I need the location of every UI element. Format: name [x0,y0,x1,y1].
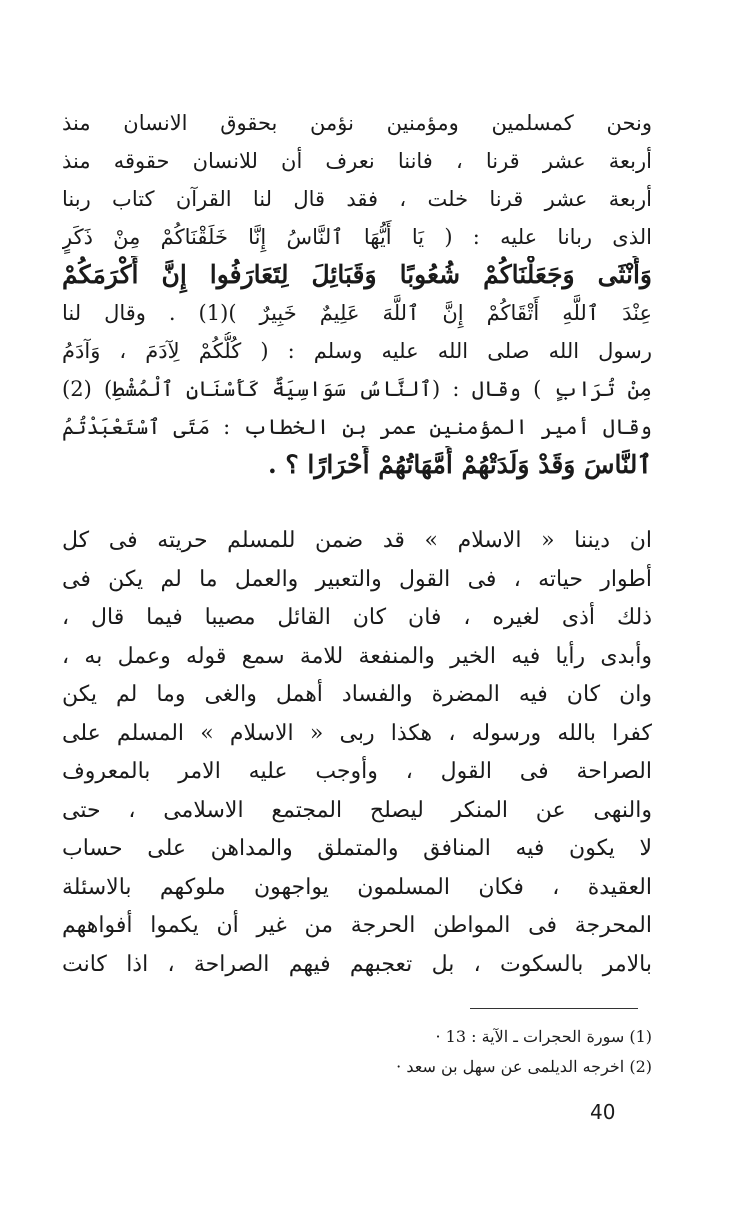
footnote-1: (1) سورة الحجرات ـ الآية : 13 · [435,1027,652,1046]
footnote-2: (2) اخرجه الديلمى عن سهل بن سعد · [396,1057,652,1076]
text-line: المحرجة فى المواطن الحرجة من غير أن يكموا أفواههم [62,913,652,938]
quran-verse-line: وَأُنْثَى وَجَعَلْنَاكُمْ شُعُوبًا وَقَبَائِلَ لِتَعَارَفُوا إِنَّ أَكْرَمَكُمْ [62,260,652,289]
text-line: الصراحة فى القول ، وأوجب عليه الامر بالمعروف [62,759,652,784]
paragraph-1 [62,104,652,484]
page-number: 40 [590,1100,616,1124]
paragraph-2 [62,522,652,984]
text-line: أربعة عشر قرنا ، فاننا نعرف أن للانسان حقوقه منذ [62,149,652,173]
text-line: وأبدى رأيا فيه الخير والمنفعة للامة سمع قوله وعمل به ، [62,643,652,669]
quote-line: ٱلنَّاسَ وَقَدْ وَلَدَتْهُمْ أُمَّهَاتُهُمْ أَحْرَارًا ؟ . [268,450,652,479]
quran-verse-line: عِنْدَ ٱللَّهِ أَتْقَاكُمْ إِنَّ ٱللَّهَ عَلِيمٌ خَبِيرٌ )(1) . وقال لنا [62,301,652,325]
hadith-line: رسول الله صلى الله عليه وسلم : ( كُلُّكُمْ لِآدَمَ ، وَآدَمُ [62,339,652,363]
text-line: بالامر بالسكوت ، بل تعجبهم فيهم الصراحة ، اذا كانت [62,951,652,977]
hadith-line: مِنْ تُرَابٍ ) وقال : (ٱلنَّاسُ سَوَاسِيَةٌ كَأَسْنَانِ ٱلْمُشْطِ) (2) [62,377,652,401]
text-line: لا يكون فيه المنافق والمتملق والمداهن على حساب [62,836,652,861]
quote-line: وقال أمير المؤمنين عمر بن الخطاب : مَتَى ٱسْتَعْبَدْتُمُ [62,415,652,439]
text-line: أطوار حياته ، فى القول والتعبير والعمل ما لم يكن فى [62,566,652,592]
text-line: والنهى عن المنكر ليصلح المجتمع الاسلامى ، حتى [62,797,652,823]
text-line: أربعة عشر قرنا خلت ، فقد قال لنا القرآن كتاب ربنا [62,187,652,211]
text-line: كفرا بالله ورسوله ، هكذا ربى « الاسلام » المسلم على [62,720,652,746]
footnotes [62,1022,652,1082]
quran-verse-line: الذى ربانا عليه : ( يَا أَيُّهَا ٱلنَّاسُ إِنَّا خَلَقْنَاكُمْ مِنْ ذَكَرٍ [62,225,652,249]
text-line: ذلك أذى لغيره ، فان كان القائل مصيبا فيما قال ، [62,605,652,630]
text-line: ونحن كمسلمين ومؤمنين نؤمن بحقوق الانسان منذ [62,111,652,135]
text-line: وان كان فيه المضرة والفساد أهمل والغى وما لم يكن [62,682,652,707]
text-line: ان ديننا « الاسلام » قد ضمن للمسلم حريته فى كل [62,528,652,553]
text-line: العقيدة ، فكان المسلمون يواجهون ملوكهم بالاسئلة [62,874,652,900]
footnote-divider [470,1008,638,1009]
